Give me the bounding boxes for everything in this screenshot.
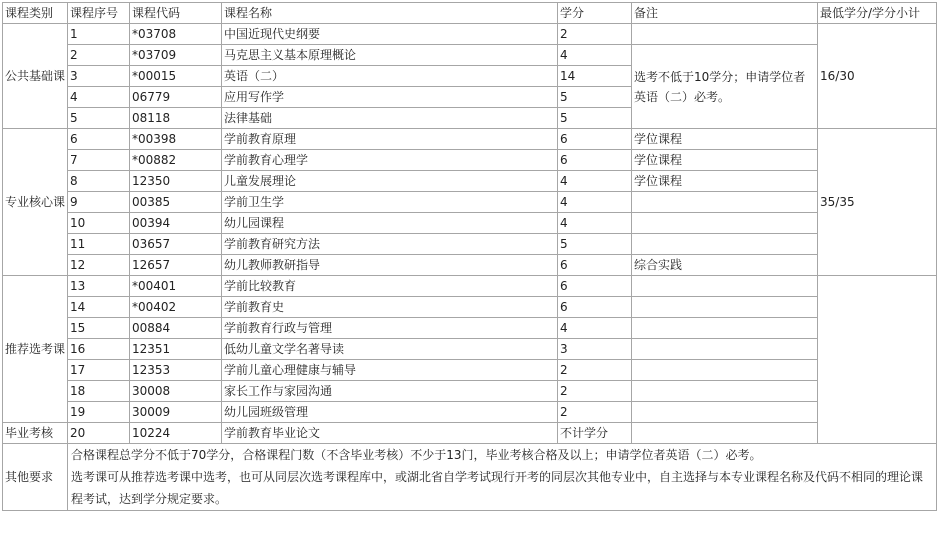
seq-cell: 6 [68, 129, 130, 150]
credit-cell: 2 [558, 24, 632, 45]
seq-cell: 5 [68, 108, 130, 129]
header-name: 课程名称 [222, 3, 558, 24]
name-cell: 法律基础 [222, 108, 558, 129]
table-row [3, 150, 937, 171]
name-cell: 中国近现代史纲要 [222, 24, 558, 45]
other-requirements-row [3, 444, 937, 511]
code-cell: 08118 [130, 108, 222, 129]
seq-cell: 15 [68, 318, 130, 339]
note-cell [632, 318, 818, 339]
note-cell [632, 276, 818, 297]
header-row [3, 3, 937, 24]
seq-cell: 2 [68, 45, 130, 66]
code-cell: 12350 [130, 171, 222, 192]
code-cell: *00882 [130, 150, 222, 171]
table-row [3, 402, 937, 423]
table-row [3, 129, 937, 150]
subtotal-public: 16/30 [818, 24, 937, 129]
note-cell [632, 297, 818, 318]
requirement-line: 选考课可从推荐选考课中选考，也可从同层次选考课程库中，或湖北省自学考试现行开考的同层次其他专业中，自主选择与本专业课程名称及代码不相同的理论课程考试，达到学分规定要求。 [71, 470, 924, 506]
credit-cell: 2 [558, 402, 632, 423]
code-cell: *00015 [130, 66, 222, 87]
table-row [3, 381, 937, 402]
seq-cell: 4 [68, 87, 130, 108]
note-cell [632, 234, 818, 255]
table-row [3, 318, 937, 339]
seq-cell: 16 [68, 339, 130, 360]
table-row [3, 45, 937, 66]
name-cell: 英语（二） [222, 66, 558, 87]
code-cell: 30008 [130, 381, 222, 402]
code-cell: 12351 [130, 339, 222, 360]
header-seq: 课程序号 [68, 3, 130, 24]
seq-cell: 9 [68, 192, 130, 213]
seq-cell: 7 [68, 150, 130, 171]
seq-cell: 13 [68, 276, 130, 297]
credit-cell: 3 [558, 339, 632, 360]
code-cell: 12657 [130, 255, 222, 276]
name-cell: 学前教育毕业论文 [222, 423, 558, 444]
note-cell: 综合实践 [632, 255, 818, 276]
header-min-credit: 最低学分/学分小计 [818, 3, 937, 24]
table-row [3, 339, 937, 360]
code-cell: 30009 [130, 402, 222, 423]
table-row [3, 255, 937, 276]
name-cell: 马克思主义基本原理概论 [222, 45, 558, 66]
credit-cell: 2 [558, 381, 632, 402]
credit-cell: 5 [558, 87, 632, 108]
code-cell: *03708 [130, 24, 222, 45]
note-cell [632, 192, 818, 213]
header-note: 备注 [632, 3, 818, 24]
note-cell [632, 423, 818, 444]
code-cell: *00402 [130, 297, 222, 318]
name-cell: 幼儿园课程 [222, 213, 558, 234]
code-cell: *00398 [130, 129, 222, 150]
header-category: 课程类别 [3, 3, 68, 24]
name-cell: 学前卫生学 [222, 192, 558, 213]
note-cell [632, 339, 818, 360]
code-cell: 06779 [130, 87, 222, 108]
seq-cell: 8 [68, 171, 130, 192]
note-cell [632, 213, 818, 234]
seq-cell: 1 [68, 24, 130, 45]
note-cell: 学位课程 [632, 129, 818, 150]
name-cell: 幼儿教师教研指导 [222, 255, 558, 276]
note-cell [632, 402, 818, 423]
code-cell: *03709 [130, 45, 222, 66]
note-cell [632, 24, 818, 45]
seq-cell: 3 [68, 66, 130, 87]
name-cell: 学前儿童心理健康与辅导 [222, 360, 558, 381]
seq-cell: 11 [68, 234, 130, 255]
table-row [3, 171, 937, 192]
name-cell: 家长工作与家园沟通 [222, 381, 558, 402]
table-row [3, 213, 937, 234]
seq-cell: 10 [68, 213, 130, 234]
credit-cell: 14 [558, 66, 632, 87]
credit-cell: 5 [558, 234, 632, 255]
name-cell: 应用写作学 [222, 87, 558, 108]
name-cell: 学前教育原理 [222, 129, 558, 150]
code-cell: 03657 [130, 234, 222, 255]
code-cell: *00401 [130, 276, 222, 297]
name-cell: 儿童发展理论 [222, 171, 558, 192]
name-cell: 学前教育研究方法 [222, 234, 558, 255]
note-cell [632, 381, 818, 402]
note-cell: 学位课程 [632, 150, 818, 171]
category-elective: 推荐选考课 [3, 276, 68, 423]
seq-cell: 17 [68, 360, 130, 381]
name-cell: 幼儿园班级管理 [222, 402, 558, 423]
credit-cell: 6 [558, 276, 632, 297]
credit-cell: 4 [558, 171, 632, 192]
credit-cell: 5 [558, 108, 632, 129]
name-cell: 学前比较教育 [222, 276, 558, 297]
category-graduation: 毕业考核 [3, 423, 68, 444]
table-row [3, 192, 937, 213]
seq-cell: 20 [68, 423, 130, 444]
table-row [3, 423, 937, 444]
note-cell: 学位课程 [632, 171, 818, 192]
category-public: 公共基础课 [3, 24, 68, 129]
other-requirements-text [68, 444, 937, 511]
table-row [3, 234, 937, 255]
table-row [3, 360, 937, 381]
category-core: 专业核心课 [3, 129, 68, 276]
name-cell: 学前教育史 [222, 297, 558, 318]
note-cell [632, 360, 818, 381]
code-cell: 00385 [130, 192, 222, 213]
code-cell: 10224 [130, 423, 222, 444]
subtotal-core: 35/35 [818, 129, 937, 276]
credit-cell: 6 [558, 129, 632, 150]
credit-cell: 不计学分 [558, 423, 632, 444]
credit-cell: 4 [558, 213, 632, 234]
other-requirements-label: 其他要求 [3, 444, 68, 511]
seq-cell: 14 [68, 297, 130, 318]
name-cell: 低幼儿童文学名著导读 [222, 339, 558, 360]
table-row [3, 276, 937, 297]
header-credit: 学分 [558, 3, 632, 24]
credit-cell: 4 [558, 192, 632, 213]
credit-cell: 6 [558, 297, 632, 318]
table-row [3, 24, 937, 45]
curriculum-table [2, 2, 937, 511]
credit-cell: 4 [558, 45, 632, 66]
credit-cell: 6 [558, 150, 632, 171]
seq-cell: 18 [68, 381, 130, 402]
code-cell: 00884 [130, 318, 222, 339]
header-code: 课程代码 [130, 3, 222, 24]
seq-cell: 12 [68, 255, 130, 276]
code-cell: 12353 [130, 360, 222, 381]
seq-cell: 19 [68, 402, 130, 423]
name-cell: 学前教育心理学 [222, 150, 558, 171]
subtotal-elective [818, 276, 937, 444]
name-cell: 学前教育行政与管理 [222, 318, 558, 339]
table-row [3, 297, 937, 318]
credit-cell: 6 [558, 255, 632, 276]
note-public: 选考不低于10学分；申请学位者英语（二）必考。 [632, 45, 818, 129]
code-cell: 00394 [130, 213, 222, 234]
requirement-line: 合格课程总学分不低于70学分，合格课程门数（不含毕业考核）不少于13门，毕业考核合格及以上；申请学位者英语（二）必考。 [71, 448, 762, 462]
credit-cell: 2 [558, 360, 632, 381]
credit-cell: 4 [558, 318, 632, 339]
